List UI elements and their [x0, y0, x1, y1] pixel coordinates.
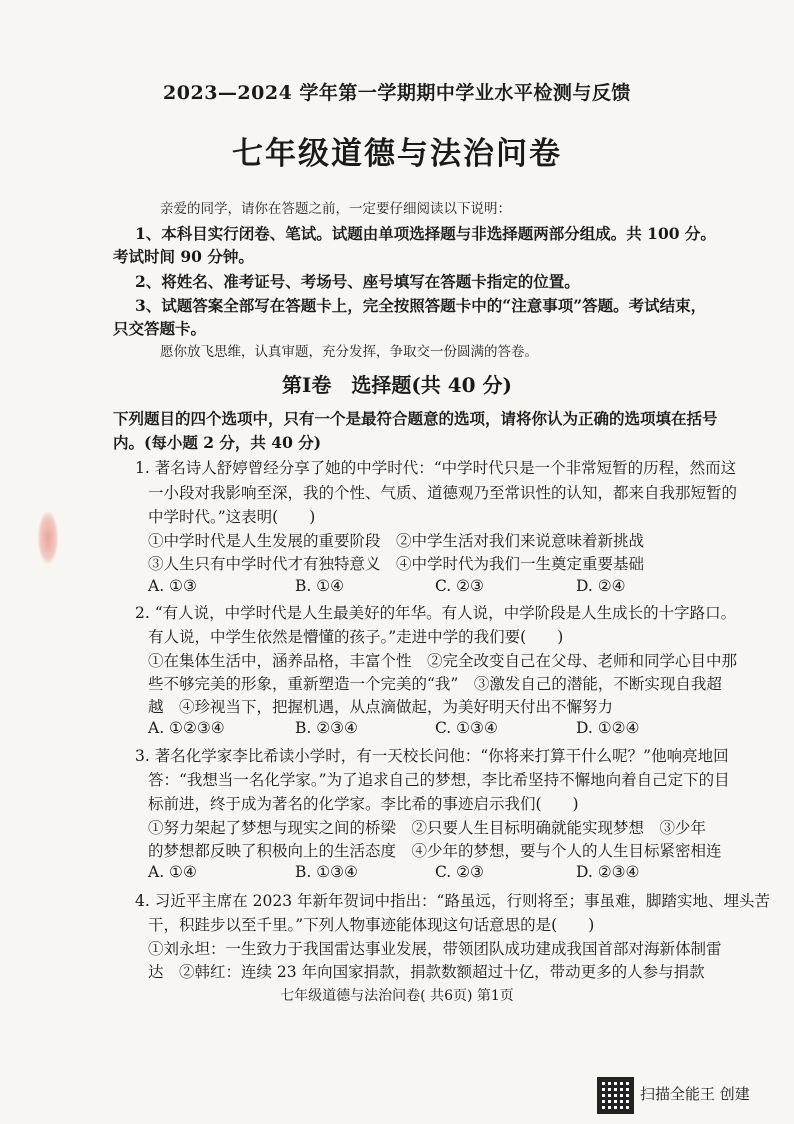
page-footer: 七年级道德与法治问卷( 共6页) 第1页 — [280, 988, 514, 1004]
question-2-statements-2: 些不够完美的形象，重新塑造一个完美的“我” ③激发自己的潜能，不断实现自我超 — [148, 675, 722, 693]
instruction-item-3: 3、试题答案全部写在答题卡上，完全按照答题卡中的“注意事项”答题。考试结束， — [135, 296, 707, 315]
section-title: 第Ⅰ卷 选择题(共 40 分) — [281, 373, 513, 397]
instruction-item-2: 2、将姓名、准考证号、考场号、座号填写在答题卡指定的位置。 — [135, 272, 580, 291]
qr-code-icon — [597, 1077, 634, 1114]
question-2-answer-b: B. ②③④ — [295, 719, 358, 737]
question-2-answer-a: A. ①②③④ — [148, 719, 225, 737]
page-smudge — [38, 512, 58, 564]
question-3-stem-line-1: 3. 著名化学家李比希读小学时，有一天校长问他：“你将来打算干什么呢？”他响亮地回 — [135, 747, 729, 765]
question-3-statements-1: ①努力架起了梦想与现实之间的桥梁 ②只要人生目标明确就能实现梦想 ③少年 — [148, 819, 707, 837]
question-3-statements-2: 的梦想都反映了积极向上的生活态度 ④少年的梦想，要与个人的人生目标紧密相连 — [148, 842, 722, 860]
question-1-answer-c: C. ②③ — [435, 577, 484, 595]
question-1-stem-line-3: 中学时代。”这表明( ) — [148, 508, 316, 526]
question-1-answer-a: A. ①③ — [148, 577, 197, 595]
instruction-item-1-cont: 考试时间 90 分钟。 — [113, 247, 254, 266]
instructions-wish: 愿你放飞思维，认真审题，充分发挥，争取交一份圆满的答卷。 — [160, 344, 538, 360]
question-1-stem-line-1: 1. 著名诗人舒婷曾经分享了她的中学时代：“中学时代只是一个非常短暂的历程，然而这 — [135, 459, 737, 477]
question-4-statements-1: ①刘永坦：一生致力于我国雷达事业发展，带领团队成功建成我国首部对海新体制雷 — [148, 940, 722, 958]
question-3-stem-line-3: 标前进，终于成为著名的化学家。李比希的事迹启示我们( ) — [148, 795, 579, 813]
question-2-answer-c: C. ①③④ — [435, 719, 498, 737]
question-3-answer-d: D. ②③④ — [576, 863, 640, 881]
question-1-stem-line-2: 一小段对我影响至深，我的个性、气质、道德观乃至常识性的认知，都来自我那短暂的 — [148, 484, 738, 502]
question-3-answer-c: C. ②③ — [435, 863, 484, 881]
question-2-statements-3: 越 ④珍视当下，把握机遇，从点滴做起，为美好明天付出不懈努力 — [148, 698, 614, 716]
instruction-item-1: 1、本科目实行闭卷、笔试。试题由单项选择题与非选择题两部分组成。共 100 分。 — [135, 224, 716, 243]
question-3-answer-b: B. ①③④ — [295, 863, 358, 881]
question-4-stem-line-2: 干，积跬步以至千里。”下列人物事迹能体现这句话意思的是( ) — [148, 916, 595, 934]
question-2-stem-line-1: 2. “有人说，中学时代是人生最美好的年华。有人说，中学阶段是人生成长的十字路口。 — [135, 604, 737, 622]
instruction-item-3-cont: 只交答题卡。 — [113, 319, 207, 338]
question-1-answer-d: D. ②④ — [576, 577, 626, 595]
question-4-statements-2: 达 ②韩红：连续 23 年向国家捐款，捐款数额超过十亿，带动更多的人参与捐款 — [148, 963, 705, 981]
exam-header-title: 2023—2024 学年第一学期期中学业水平检测与反馈 — [163, 82, 631, 104]
question-1-statements-1: ①中学时代是人生发展的重要阶段 ②中学生活对我们来说意味着新挑战 — [148, 532, 645, 550]
scanner-watermark: 扫描全能王 创建 — [640, 1085, 750, 1103]
question-3-stem-line-2: 答：“我想当一名化学家。”为了追求自己的梦想，李比希坚持不懈地向着自己定下的目 — [148, 771, 730, 789]
instructions-greeting: 亲爱的同学，请你在答题之前，一定要仔细阅读以下说明： — [160, 201, 511, 217]
question-2-statements-1: ①在集体生活中，涵养品格，丰富个性 ②完全改变自己在父母、老师和同学心目中那 — [148, 652, 738, 670]
section-directions: 下列题目的四个选项中，只有一个是最符合题意的选项，请将你认为正确的选项填在括号 — [113, 409, 718, 428]
question-1-statements-2: ③人生只有中学时代才有独特意义 ④中学时代为我们一生奠定重要基础 — [148, 555, 645, 573]
question-1-answer-b: B. ①④ — [295, 577, 345, 595]
question-4-stem-line-1: 4. 习近平主席在 2023 年新年贺词中指出：“路虽远，行则将至；事虽难，脚踏实地、埋头苦 — [135, 892, 770, 910]
section-directions-cont: 内。(每小题 2 分，共 40 分) — [113, 433, 322, 452]
exam-subtitle: 七年级道德与法治问卷 — [232, 136, 562, 172]
question-2-stem-line-2: 有人说，中学生依然是懵懂的孩子。”走进中学的我们要( ) — [148, 628, 564, 646]
question-2-answer-d: D. ①②④ — [576, 719, 640, 737]
question-3-answer-a: A. ①④ — [148, 863, 197, 881]
